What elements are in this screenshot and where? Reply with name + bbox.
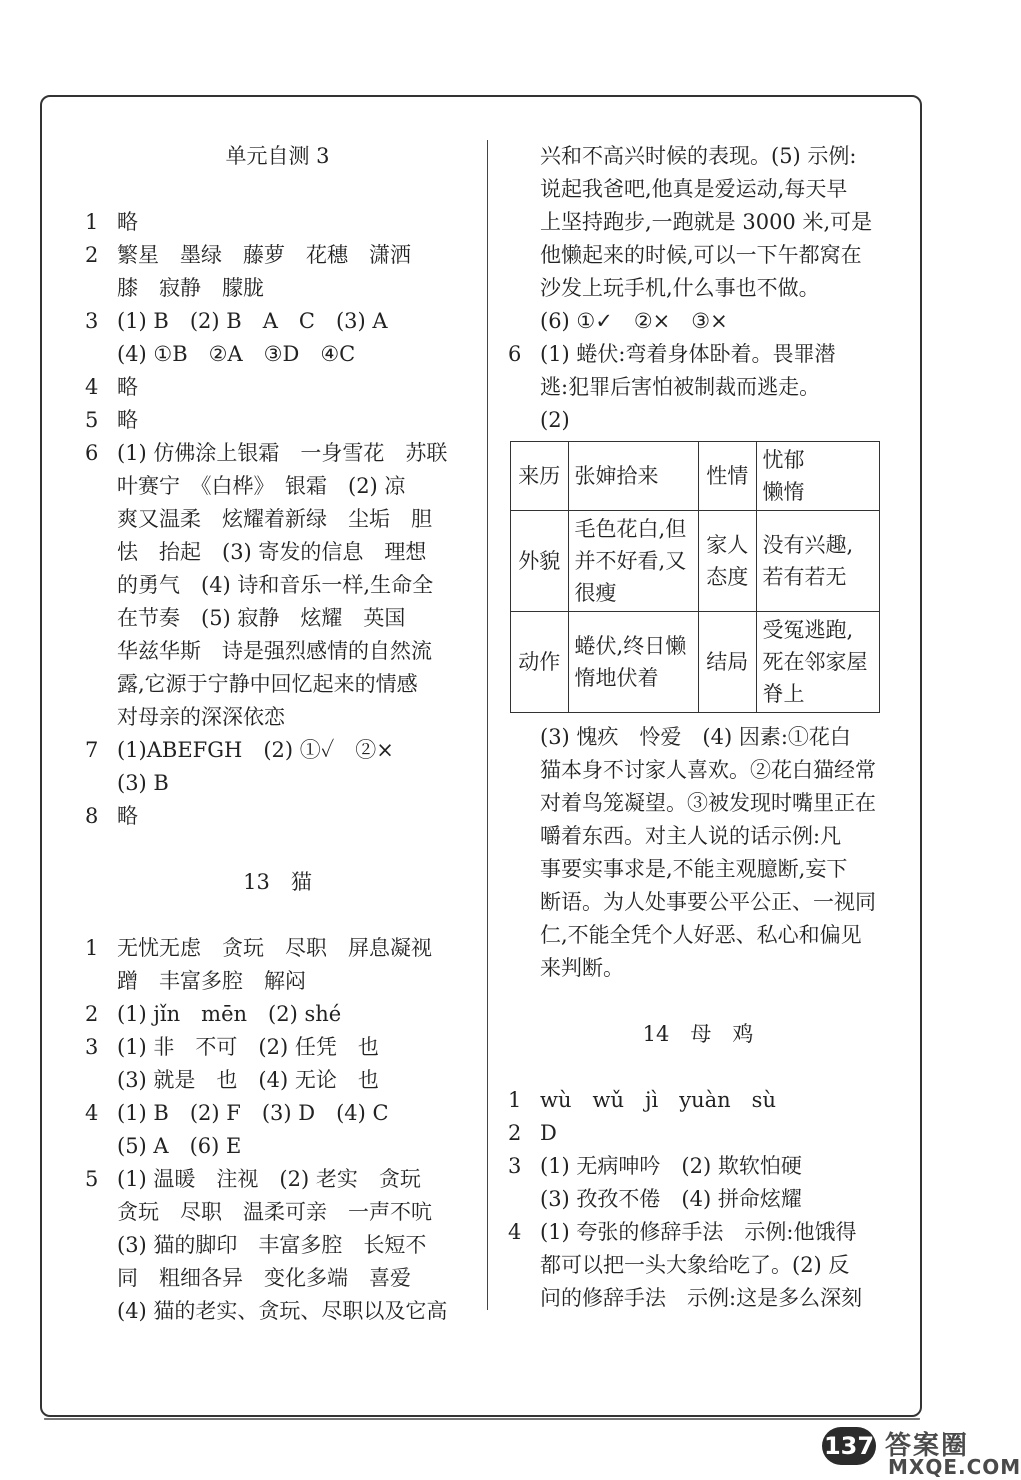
item-number: 4 (85, 375, 99, 399)
table-cell: 结局 (698, 612, 756, 713)
item-continuation-line: 爽又温柔 炫耀着新绿 尘垢 胆 (117, 507, 432, 531)
item-number: 5 (85, 1167, 99, 1191)
left-column (85, 140, 470, 1328)
item-number: 2 (85, 1002, 99, 1026)
lesson13-item-2 (85, 998, 470, 1031)
lesson14-item-2 (508, 1117, 888, 1150)
text-line: 仁,不能全凭个人好恶、私心和偏见 (540, 923, 862, 947)
item-continuation-line: 对母亲的深深依恋 (117, 705, 285, 729)
table-row (511, 442, 880, 511)
item-number: 6 (508, 342, 522, 366)
item-text: (1) 夸张的修辞手法 示例:他饿得 (540, 1220, 857, 1244)
text-line: 他懒起来的时候,可以一下午都窝在 (540, 243, 862, 267)
item-text: 无忧无虑 贪玩 尽职 屏息凝视 (117, 936, 432, 960)
item-text: (1) 仿佛涂上银霜 一身雪花 苏联 (117, 441, 448, 465)
text-line: 说起我爸吧,他真是爱运动,每天早 (540, 177, 848, 201)
table-cell: 张婶拾来 (568, 442, 698, 511)
unit-test-items (85, 206, 470, 833)
unit-item-1 (85, 206, 470, 239)
item-text: D (540, 1121, 557, 1145)
item-text: 略 (117, 375, 138, 399)
text-line: 兴和不高兴时候的表现。(5) 示例: (540, 144, 857, 168)
item-text: 繁星 墨绿 藤萝 花穗 潇洒 (117, 243, 411, 267)
item-number: 2 (85, 243, 99, 267)
lesson14-items (508, 1084, 888, 1315)
table-row (511, 511, 880, 612)
item-text: (1) 温暖 注视 (2) 老实 贪玩 (117, 1167, 421, 1191)
item-text: (1) B (2) F (3) D (4) C (117, 1101, 389, 1125)
item-number: 6 (85, 441, 99, 465)
item-continuation-line: 怯 抬起 (3) 寄发的信息 理想 (117, 540, 427, 564)
lesson13-item-1 (85, 932, 470, 965)
item-continuation-line: 同 粗细各异 变化多端 喜爱 (117, 1266, 411, 1290)
item-continuation-line: 都可以把一头大象给吃了。(2) 反 (540, 1253, 850, 1277)
lesson14-item-1 (508, 1084, 888, 1117)
item-number: 8 (85, 804, 99, 828)
watermark-logo: 答案圈 (885, 1431, 970, 1461)
item-continuation-line: 的勇气 (4) 诗和音乐一样,生命全 (117, 573, 434, 597)
table-cell: 来历 (511, 442, 569, 511)
item-number: 1 (85, 210, 99, 234)
item-text: (1) B (2) B A C (3) A (117, 309, 388, 333)
item-continuation-line: 叶赛宁 《白桦》 银霜 (2) 凉 (117, 474, 406, 498)
answer-item-6 (508, 338, 888, 437)
text-line: 来判断。 (540, 956, 624, 980)
item-continuation-line: 贪玩 尽职 温柔可亲 一声不吭 (117, 1200, 432, 1224)
unit-item-7 (85, 734, 470, 767)
item-text: wù wǔ jì yuàn sù (540, 1088, 776, 1112)
item-continuation-line: (3) 猫的脚印 丰富多腔 长短不 (117, 1233, 427, 1257)
unit-item-2 (85, 239, 470, 272)
lesson14-item-3 (508, 1150, 888, 1183)
item-continuation-line: (3) B (117, 771, 169, 795)
unit-test-title: 单元自测 3 (225, 144, 330, 168)
item-number: 3 (85, 309, 99, 333)
item-number: 7 (85, 738, 99, 762)
lesson14-item-4 (508, 1216, 888, 1249)
item-number: 2 (508, 1121, 522, 1145)
text-line: (6) ①✓ ②× ③× (540, 309, 728, 333)
table-cell: 动作 (511, 612, 569, 713)
table-cell: 家人 态度 (698, 511, 756, 612)
item-text: 略 (117, 210, 138, 234)
item-text: (1) jǐn mēn (2) shé (117, 1002, 342, 1026)
page-number-badge: 137 (822, 1427, 876, 1465)
lesson13-item-3 (85, 1031, 470, 1064)
item-text: 略 (117, 408, 138, 432)
item-continuation-line: (5) A (6) E (117, 1134, 242, 1158)
text-line: 沙发上玩手机,什么事也不做。 (540, 276, 820, 300)
text-line: 嚼着东西。对主人说的话示例:凡 (540, 824, 842, 848)
item-continuation-line: (2) (540, 408, 570, 432)
item-number: 5 (85, 408, 99, 432)
table-cell: 忧郁 懒惰 (756, 442, 879, 511)
item-text: 略 (117, 804, 138, 828)
lesson13-title: 13 猫 (243, 870, 312, 894)
watermark-url: MXQE.COM (888, 1455, 1021, 1479)
item-number: 3 (85, 1035, 99, 1059)
unit-item-5 (85, 404, 470, 437)
unit-item-6 (85, 437, 470, 470)
unit-item-3 (85, 305, 470, 338)
item-continuation-line: (3) 孜孜不倦 (4) 拼命炫耀 (540, 1187, 802, 1211)
item-text: (1) 无病呻吟 (2) 欺软怕硬 (540, 1154, 802, 1178)
item-continuation-line: 在节奏 (5) 寂静 炫耀 英国 (117, 606, 406, 630)
text-line: 事要实事求是,不能主观臆断,妄下 (540, 857, 848, 881)
item-continuation-line: (3) 就是 也 (4) 无论 也 (117, 1068, 379, 1092)
item-text: (1)ABEFGH (2) ①✓ ②× (117, 738, 394, 762)
lesson13-items (85, 932, 470, 1328)
unit-item-4 (85, 371, 470, 404)
text-line: 猫本身不讨家人喜欢。②花白猫经常 (540, 758, 876, 782)
item-continuation-line: 露,它源于宁静中回忆起来的情感 (117, 672, 418, 696)
item-text: (1) 非 不可 (2) 任凭 也 (117, 1035, 379, 1059)
table-cell: 性情 (698, 442, 756, 511)
item-continuation-line: 膝 寂静 朦胧 (117, 276, 264, 300)
text-line: 对着鸟笼凝望。③被发现时嘴里正在 (540, 791, 876, 815)
unit-item-8 (85, 800, 470, 833)
item-number: 4 (508, 1220, 522, 1244)
item-continuation-line: (4) 猫的老实、贪玩、尽职以及它高 (117, 1299, 448, 1323)
text-line: 上坚持跑步,一跑就是 3000 米,可是 (540, 210, 873, 234)
table-cell: 受冤逃跑, 死在邻家屋 脊上 (756, 612, 879, 713)
item-continuation-line: 问的修辞手法 示例:这是多么深刻 (540, 1286, 863, 1310)
item-number: 4 (85, 1101, 99, 1125)
table-row (511, 612, 880, 713)
table-cell: 蜷伏,终日懒 惰地伏着 (568, 612, 698, 713)
item-continuation-line: (4) ①B ②A ③D ④C (117, 342, 356, 366)
table-cell: 没有兴趣, 若有若无 (756, 511, 879, 612)
page-frame-shadow (44, 1418, 920, 1426)
lesson13-item-4 (85, 1097, 470, 1130)
item-number: 1 (508, 1088, 522, 1112)
column-divider (487, 140, 488, 1310)
item-number: 3 (508, 1154, 522, 1178)
lesson14-title: 14 母 鸡 (642, 1022, 754, 1046)
item-text: (1) 蜷伏:弯着身体卧着。畏罪潜 (540, 342, 836, 366)
item-continuation-line: 逃:犯罪后害怕被制裁而逃走。 (540, 375, 821, 399)
right-item-6 (508, 338, 888, 371)
text-line: 断语。为人处事要公平公正、一视同 (540, 890, 876, 914)
continued-answer (508, 140, 888, 338)
text-line: (3) 愧疚 怜爱 (4) 因素:①花白 (540, 725, 851, 749)
cat-attribute-table (510, 441, 880, 713)
after-table-answer (508, 721, 888, 985)
item-continuation-line: 华兹华斯 诗是强烈感情的自然流 (117, 639, 432, 663)
right-column (508, 140, 888, 1315)
table-cell: 毛色花白,但 并不好看,又 很瘦 (568, 511, 698, 612)
table-cell: 外貌 (511, 511, 569, 612)
item-number: 1 (85, 936, 99, 960)
lesson13-item-5 (85, 1163, 470, 1196)
item-continuation-line: 蹭 丰富多腔 解闷 (117, 969, 306, 993)
